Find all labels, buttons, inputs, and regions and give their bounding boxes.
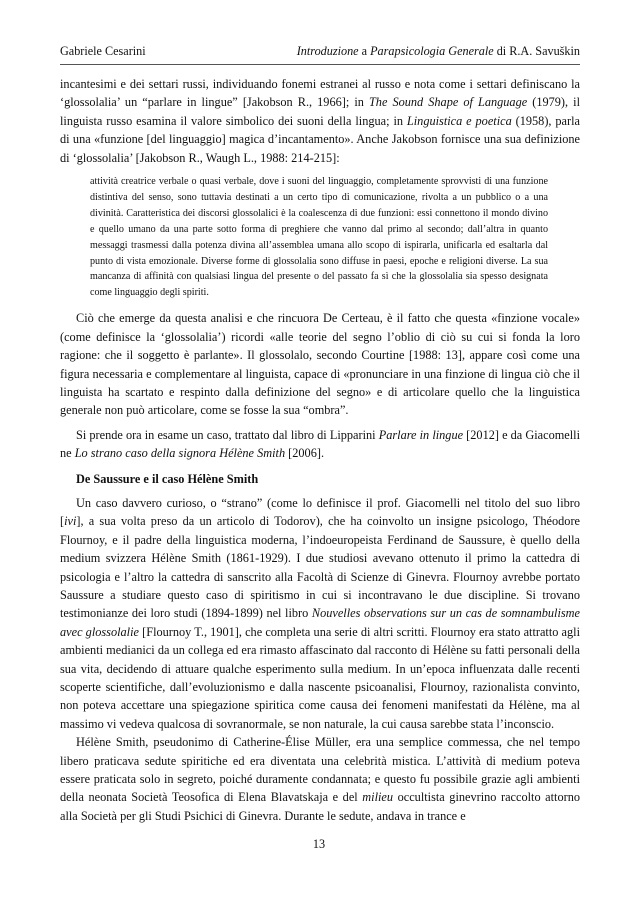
paragraph-1: incantesimi e dei settari russi, individuando fonemi estranei al russo e nota come i settari definiscano la ‘glossolalia’ un “parlare in lingue” [Jakobson R., 1966]; in The Sound Shape of Language (1979), il linguista russo esamina il valore simbolico dei suoni della lingua; in Linguistica e poetica (1958), parla di una «funzione [del linguaggio] magica d’incantamento». Anche Jakobson fornisce una sua definizione di ‘glossolalia’ [Jakobson R., Waugh L., 1988: 214-215]:: [60, 77, 580, 165]
header-title-a: a: [361, 44, 368, 58]
body-text: [60, 75, 580, 825]
header-book-title: Parapsicologia Generale: [370, 44, 494, 58]
paragraph-3: Si prende ora in esame un caso, trattato dal libro di Lipparini Parlare in lingue [2012] e da Giacomelli ne Lo strano caso della signora Hélène Smith [2006].: [60, 427, 581, 461]
header-rule: [60, 64, 580, 65]
paragraph-2: Ciò che emerge da questa analisi e che rincuora De Certeau, è il fatto che questa «finzione vocale» (come definisce la ‘glossolalia’) ricordi «alle teorie del segno l’oblio di ciò su cui si fonda la loro ragione: che il soggetto è parlante». Il glossolalo, secondo Courtine [1988: 13], appare così come una figura necessaria e complementare al linguista, capace di «pronunciare in una finzione di lingua ciò che il linguista ha scartato e respinto dalla definizione del segno» e di articolare quello che la linguistica generale non può articolare, come se fosse la sua “ombra”.: [60, 311, 580, 418]
block-quote: attività creatrice verbale o quasi verbale, dove i suoni del linguaggio, completamente sprovvisti di una funzione distintiva del senso, sono tuttavia destinati a un certo tipo di comunicazione, rivolta a un pubblico o a una divinità. Caratteristica dei discorsi glossolalici è la coalescenza di due funzioni: essi connettono il mondo divino e quello umano da una parte sotto forma di preghiere che vanno dal primo al secondo; dall’altra in quanto messaggi trasmessi dalla potenza divina all’assemblea umana allo scopo di ispirarla, unificarla ed esaltarla dal punto di vista emozionale. Diverse forme di glossolalia sono diffuse in paesi, epoche e religioni diverse. La sua mancanza di affinità con qualsiasi lingua del presente o del passato fa sì che la glossolalia sia spesso designata come linguaggio degli spiriti.: [90, 176, 548, 299]
header-title-post: di R.A. Savuškin: [496, 44, 580, 58]
paragraph-4: Un caso davvero curioso, o “strano” (come lo definisce il prof. Giacomelli nel titolo del suo libro [ivi], a sua volta preso da un articolo di Todorov), che ha coinvolto un insigne psicologo, Théodore Flournoy, e il padre della linguistica moderna, l’indoeuropeista Ferdinand de Saussure, è quello della medium svizzera Hélène Smith (1861-1929). I due studiosi avevano ottenuto il primo la cattedra di psicologia e l’altro la cattedra di sanscrito alla Facoltà di Scienze di Ginevra. Flournoy avrebbe portato Saussure a studiare questo caso di spiritismo in cui si incontravano le due discipline. Si trovano testimonianze dei loro studi (1894-1899) nel libro Nouvelles observations sur un cas de somnambulisme avec glossolalie [Flournoy T., 1901], che completa una serie di altri scritti. Flournoy era stato attratto agli ambienti medianici da un collega ed era rimasto affascinato dal racconto di Hélène su fatti personali della sua vita, decidendo di attuare qualche esperimento sulla medium. In un’epoca influenzata dalle recenti scoperte scientifiche, dall’evoluzionismo e dalla nascente psicoanalisi, Flournoy, razionalista convinto, non poteva accettare una spiegazione spiritica come causa dei fenomeni manifestati da Hélène, ma al massimo vi vedeva qualcosa di sovranormale, se non naturale, la cui causa sarebbe stata l’inconscio.: [60, 495, 581, 731]
header-author: Gabriele Cesarini: [60, 44, 146, 58]
header-title: [297, 44, 580, 58]
section-heading: De Saussure e il caso Hélène Smith: [76, 471, 259, 486]
header-title-pre: Introduzione: [296, 44, 359, 58]
page-number: 13: [312, 837, 326, 851]
paragraph-5: Hélène Smith, pseudonimo di Catherine-Élise Müller, era una semplice commessa, che nel tempo libero praticava sedute spiritiche ed era diventata una celebrità mistica. L’attività di medium poteva essere praticata solo in segreto, poiché duramente condannata; e questo fu possibile grazie agli ambienti della neonata Società Teosofica di Elena Blavatskaja e del milieu occultista ginevrino raccolto attorno alla Società per gli Studi Psichici di Ginevra. Durante le sedute, andava in trance e: [60, 735, 580, 823]
